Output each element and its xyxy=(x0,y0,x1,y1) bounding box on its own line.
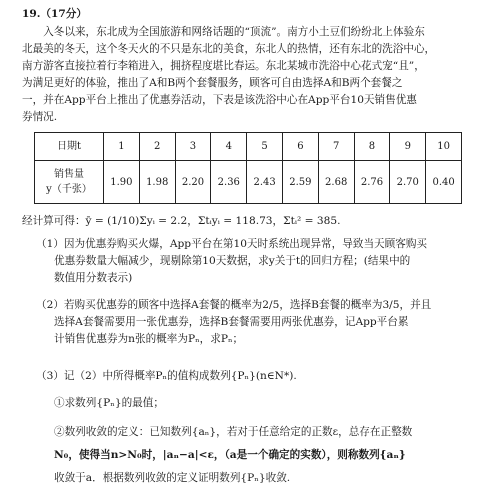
question-3-part-1: ①求数列{Pₙ}的最值； xyxy=(54,397,164,409)
sales-cell: 1.98 xyxy=(139,161,175,204)
date-cell: 10 xyxy=(426,133,462,161)
date-cell: 6 xyxy=(282,133,318,161)
question-line: 计销售优惠券为n张的概率为Pₙ，求Pₙ； xyxy=(54,333,244,345)
intro-line: 入冬以来，东北成为全国旅游和网络话题的“顶流”。南方小土豆们纷纷北上体验东 xyxy=(43,26,425,38)
table-row-sales xyxy=(35,161,462,204)
question-3 xyxy=(22,368,458,487)
sales-table xyxy=(34,132,462,204)
question-3-part-2-line: 收敛于a．根据数列收敛的定义证明数列{Pₙ}收敛. xyxy=(54,472,291,484)
date-cell: 7 xyxy=(318,133,354,161)
date-cell: 2 xyxy=(139,133,175,161)
date-header: 日期t xyxy=(35,133,104,161)
question-line: 数值用分数表示) xyxy=(54,272,133,284)
calc-formula: 经计算可得：ȳ = (1/10)Σyᵢ = 2.2，Σtᵢyᵢ = 118.73，Σtᵢ² = 385. xyxy=(22,215,341,227)
intro-line: 南方游客直接拉着行李箱进入，拥挤程度堪比春运。东北某城市洗浴中心花式宠“且”， xyxy=(22,60,425,72)
sales-cell: 1.90 xyxy=(104,161,140,204)
sales-cell: 2.68 xyxy=(318,161,354,204)
sales-cell: 2.43 xyxy=(247,161,283,204)
question-line: 优惠券数量大幅减少，现剔除第10天数据，求y关于t的回归方程；(结果中的 xyxy=(54,255,411,267)
sales-cell: 2.20 xyxy=(175,161,211,204)
question-2 xyxy=(22,297,458,348)
sales-header xyxy=(35,161,104,204)
date-cell: 5 xyxy=(247,133,283,161)
question-3-part-2-line: N₀，使得当n>N₀时，|aₙ−a|<ε，（a是一个确定的实数），则称数列{aₙ} xyxy=(54,449,406,461)
intro-line: 为满足更好的体验，推出了A和B两个套餐服务，顾客可自由选择A和B两个套餐之 xyxy=(22,77,403,89)
question-line: （2）若购买优惠券的顾客中选择A套餐的概率为2/5，选择B套餐的概率为3/5，并且 xyxy=(36,299,432,311)
date-cell: 8 xyxy=(354,133,390,161)
table-row-date xyxy=(35,133,462,161)
sales-cell: 0.40 xyxy=(426,161,462,204)
question-line: （1）因为优惠券购买火爆，App平台在第10天时系统出现异常，导致当天顾客购买 xyxy=(36,238,428,250)
intro-line: 一，并在App平台上推出了优惠券活动，下表是该洗浴中心在App平台10天销售优惠 xyxy=(22,94,417,106)
sales-header-line: y（千张） xyxy=(46,184,92,195)
question-line: 选择A套餐需要用一张优惠券，选择B套餐需要用两张优惠券，记App平台累 xyxy=(54,316,409,328)
intro-line: 券情况. xyxy=(22,111,58,123)
date-cell: 9 xyxy=(390,133,426,161)
problem-number: 19.（17分） xyxy=(22,8,87,20)
sales-header-line: 销售量 xyxy=(54,169,84,180)
sales-cell: 2.59 xyxy=(282,161,318,204)
sales-cell: 2.76 xyxy=(354,161,390,204)
question-line: （3）记（2）中所得概率Pₙ的值构成数列{Pₙ}(n∈N*). xyxy=(36,370,297,382)
sales-cell: 2.36 xyxy=(211,161,247,204)
question-3-part-2-line: ②数列收敛的定义：已知数列{aₙ}，若对于任意给定的正数ε，总存在正整数 xyxy=(54,426,413,438)
intro-line: 北最美的冬天，这个冬天火的不只是东北的美食，东北人的热情，还有东北的洗浴中心， xyxy=(22,43,436,55)
problem-intro xyxy=(22,24,458,126)
date-cell: 3 xyxy=(175,133,211,161)
question-1 xyxy=(22,236,458,287)
date-cell: 4 xyxy=(211,133,247,161)
date-cell: 1 xyxy=(104,133,140,161)
sales-cell: 2.70 xyxy=(390,161,426,204)
